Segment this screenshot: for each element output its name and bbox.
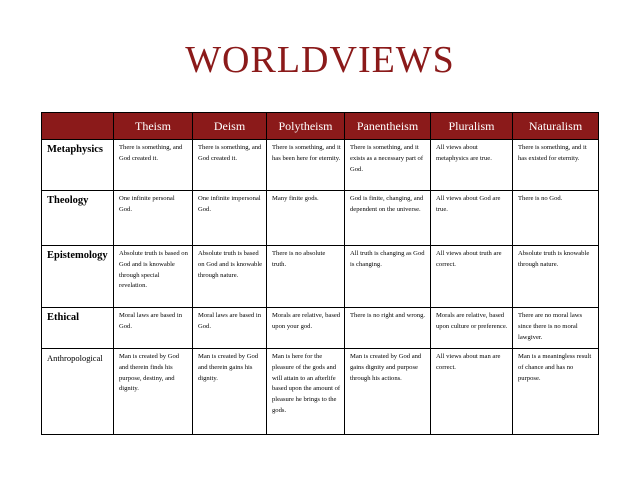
cell-ethical-pluralism: Morals are relative, based upon culture or preference.: [431, 308, 513, 349]
header-corner-cell: [42, 113, 114, 140]
cell-ethical-naturalism: There are no moral laws since there is no moral lawgiver.: [513, 308, 599, 349]
row-anthropological: [42, 349, 599, 435]
cell-ethical-panentheism: There is no right and wrong.: [345, 308, 431, 349]
cell-anthropological-polytheism: Man is here for the pleasure of the gods and will attain to an afterlife based upon the amount of pleasure he brings to the gods.: [267, 349, 345, 435]
cell-epistemology-pluralism: All views about truth are correct.: [431, 246, 513, 308]
cell-metaphysics-naturalism: There is something, and it has existed for eternity.: [513, 140, 599, 191]
row-header-anthropological: Anthropological: [42, 349, 114, 435]
row-header-theology: Theology: [42, 191, 114, 246]
cell-theology-panentheism: God is finite, changing, and dependent on the universe.: [345, 191, 431, 246]
row-metaphysics: [42, 140, 599, 191]
page-title: WORLDVIEWS: [185, 39, 455, 81]
cell-metaphysics-panentheism: There is something, and it exists as a necessary part of God.: [345, 140, 431, 191]
cell-metaphysics-deism: There is something, and God created it.: [193, 140, 267, 191]
cell-metaphysics-polytheism: There is something, and it has been here for eternity.: [267, 140, 345, 191]
cell-theology-polytheism: Many finite gods.: [267, 191, 345, 246]
cell-theology-pluralism: All views about God are true.: [431, 191, 513, 246]
column-header-panentheism: Panentheism: [345, 113, 431, 140]
cell-metaphysics-pluralism: All views about metaphysics are true.: [431, 140, 513, 191]
cell-anthropological-naturalism: Man is a meaningless result of chance and has no purpose.: [513, 349, 599, 435]
column-header-naturalism: Naturalism: [513, 113, 599, 140]
row-ethical: [42, 308, 599, 349]
cell-theology-naturalism: There is no God.: [513, 191, 599, 246]
row-epistemology: [42, 246, 599, 308]
row-header-epistemology: Epistemology: [42, 246, 114, 308]
row-header-metaphysics: Metaphysics: [42, 140, 114, 191]
cell-ethical-polytheism: Morals are relative, based upon your god.: [267, 308, 345, 349]
cell-epistemology-polytheism: There is no absolute truth.: [267, 246, 345, 308]
cell-epistemology-panentheism: All truth is changing as God is changing.: [345, 246, 431, 308]
cell-anthropological-deism: Man is created by God and therein gains his dignity.: [193, 349, 267, 435]
cell-metaphysics-theism: There is something, and God created it.: [114, 140, 193, 191]
cell-ethical-deism: Moral laws are based in God.: [193, 308, 267, 349]
row-header-ethical: Ethical: [42, 308, 114, 349]
cell-epistemology-deism: Absolute truth is based on God and is knowable through nature.: [193, 246, 267, 308]
cell-ethical-theism: Moral laws are based in God.: [114, 308, 193, 349]
cell-anthropological-panentheism: Man is created by God and gains dignity and purpose through his actions.: [345, 349, 431, 435]
column-header-deism: Deism: [193, 113, 267, 140]
cell-anthropological-pluralism: All views about man are correct.: [431, 349, 513, 435]
cell-theology-theism: One infinite personal God.: [114, 191, 193, 246]
cell-epistemology-theism: Absolute truth is based on God and is knowable through special revelation.: [114, 246, 193, 308]
column-header-theism: Theism: [114, 113, 193, 140]
cell-anthropological-theism: Man is created by God and therein finds his purpose, destiny, and dignity.: [114, 349, 193, 435]
cell-epistemology-naturalism: Absolute truth is knowable through nature.: [513, 246, 599, 308]
row-theology: [42, 191, 599, 246]
column-header-polytheism: Polytheism: [267, 113, 345, 140]
header-row: [42, 113, 599, 140]
column-header-pluralism: Pluralism: [431, 113, 513, 140]
worldviews-table: [41, 112, 599, 435]
cell-theology-deism: One infinite impersonal God.: [193, 191, 267, 246]
